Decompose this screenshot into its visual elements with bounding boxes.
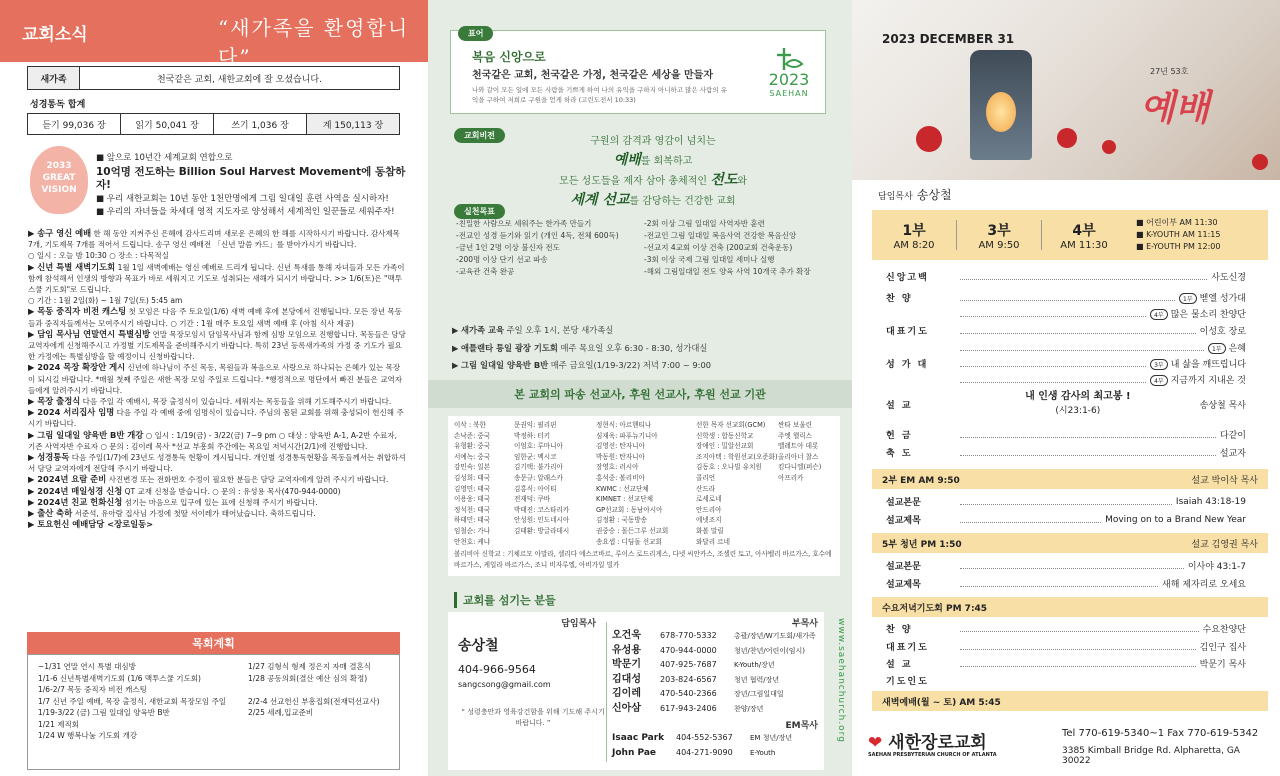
plan-item: ~1/31 연말 연시 특별 대심방 [38, 662, 136, 671]
plan-title: 목회계획 [27, 632, 400, 654]
mission-item: 홍석중: 볼리비아 [596, 473, 645, 482]
mission-item: 장애인 : 밀알선교회 [696, 442, 754, 451]
lead-head: 담임목사 [561, 619, 596, 629]
plan-item: 1/19-3/22 (금) 그림 일대일 양육반 B반 [38, 708, 170, 717]
staff-name: 박문기 [612, 659, 641, 670]
staff-row [612, 658, 824, 673]
news-item: ▶ 그림 일대일 양육반 B반 개강 ○ 일시 : 1/19(금) - 3/22(금) 7~9 pm ○ 대상 : 양육반 A-1, A-2반 수료자, 기존 사역자반 수료자 ○ 문의 : 김이레 목사 *선교 부흥회 주간에는 목요일 저녁시간(2/1)에 진행합니다. [28, 429, 398, 451]
new-family-row [27, 66, 400, 90]
lead-name: 송상철 [458, 638, 499, 654]
news-item: ▶ 2024 목장 확장안 게시 신년에 하나님이 주신 목동, 목원들과 복음으로 사랑으로 하나되는 은혜가 있는 목장이 되시길 바랍니다. *매월 첫째 주일은 새한 목장 모임 주일로 드립니다. *행정적으로 명단에서 빠진 분들은 교역자들에게 알려주시기 바랍니다. [28, 362, 403, 395]
mission-item: 조지아텍 : 학원선교(오준화) [696, 452, 778, 461]
goal-item: -200명 이상 단기 선교 파송 [456, 255, 548, 264]
staff-role: 총괄/장년/W기도회/새가족 [734, 632, 816, 640]
news-item: ○ 기간 : 1월 2일(화) ~ 1월 7일(토) 5:45 am [28, 296, 183, 306]
order-row [886, 291, 1246, 304]
em-title-row: 설교제목 Moving on to a Brand New Year [886, 514, 1246, 526]
cross-fish-icon [774, 46, 804, 72]
goal-item: -선교지 4교회 이상 건축 (200교회 건축운동) [644, 243, 793, 252]
youth-service-bar: 5부 청년 PM 1:50 설교 김영권 목사 [872, 533, 1268, 553]
bible-read: 읽기 50,041 장 [121, 114, 214, 134]
wed-label: 찬 양 [886, 625, 913, 635]
mission-item: KWMC : 선교단체 [596, 484, 649, 493]
mission-item [778, 515, 840, 526]
benediction-row: 축 도 설교자 [886, 449, 1246, 459]
staff-role: 청년 협력/장년 [734, 675, 780, 684]
order-text: 지금까지 지내온 것 [1170, 376, 1246, 386]
news-list [28, 228, 406, 530]
service-tag: 4부 [1150, 309, 1168, 320]
order-text: 이성호 장로 [1199, 327, 1246, 337]
church-url[interactable]: www.saehanchurch.org [836, 618, 846, 743]
mission-item: 주엣 핼릭스 [778, 431, 812, 440]
sermon-title: 내 인생 감사의 최고봉 ! [1025, 391, 1131, 402]
bible-reading-table [27, 113, 400, 135]
plan-right [248, 661, 398, 719]
leader-dots [960, 361, 1146, 367]
staff-phone: 404-271-9090 [676, 747, 733, 757]
vision-list [96, 152, 406, 220]
goal-item: -전교인 그림 일대일 복음사역 건강한 복음신앙 [644, 231, 797, 240]
staff-row [612, 644, 824, 659]
staff-phone: 617-943-2406 [660, 703, 717, 713]
church-phone: Tel 770-619-5340~1 Fax 770-619-5342 [1062, 728, 1259, 739]
church-logo: ❤ 새한장로교회 [868, 733, 987, 753]
pastor-line [878, 186, 952, 203]
bulletin-volume: 27년 53호 [1150, 67, 1189, 76]
y5-text-row: 설교본문 이사야 43:1-7 [886, 562, 1246, 572]
pastor-label: 담임목사 [878, 192, 913, 202]
y5-title-row: 설교제목 새해 제자리로 오세요 [886, 580, 1246, 590]
motto-sub: 천국같은 교회, 천국같은 가정, 천국같은 세상을 만들자 [472, 70, 714, 81]
staff-phone: 470-540-2366 [660, 689, 717, 698]
missions-footnote: 볼리비아 신학교 : 기체르모 아말라, 셀리다 에스코바르, 루이스 로드리게스, 다넷 씨안카스, 조셀린 토고, 아사벨리 바르가스, 호수에 바르가스, 케일라 바르가스, 조니 비자루엘, 아비가일 빌카 [454, 550, 832, 569]
news-item: ▶ 2024년 요람 준비 사진변경 또는 전화번호 수정이 필요한 분들은 담당 교역자에게 알려 주시기 바랍니다. [28, 474, 389, 485]
church-address: 3385 Kimball Bridge Rd. Alpharetta, GA 30022 [1062, 746, 1240, 766]
mission-item: 김태환: 방글라데시 [514, 526, 570, 535]
mission-item: 정석천: 태국 [454, 505, 491, 514]
service-tag: 4부 [1150, 375, 1168, 386]
goal-item: -금년 1인 2명 이상 불신자 전도 [456, 243, 560, 252]
staff-name: Isaac Park [612, 733, 665, 743]
order-value [1179, 291, 1246, 304]
staff-phone: 470-944-0000 [660, 645, 717, 655]
youth-times [1136, 217, 1220, 253]
mission-item: 강민숙: 일본 [454, 463, 491, 472]
mission-item: 전재덕: 쿠바 [514, 495, 551, 504]
assoc-list [612, 629, 824, 716]
order-label: 신앙고백 [886, 273, 929, 283]
saehan-2023-logo [754, 44, 824, 108]
missions-col-4 [696, 420, 784, 547]
order-row [886, 373, 1246, 386]
worship-column [852, 0, 1280, 776]
news-item: ▶ 토요헌신 예배담당 <장로일동> [28, 519, 154, 530]
mission-item: 박태진: 코스타리카 [514, 505, 570, 514]
vision-line-1: 구원의 감격과 영감이 넘치는 [590, 136, 716, 147]
order-value [1211, 270, 1246, 283]
staff-role: E-Youth [750, 748, 776, 757]
weekly-events [452, 322, 832, 375]
order-text: 은혜 [1228, 344, 1246, 354]
mission-item: 임철순: 가나 [454, 526, 491, 535]
plan-item: 1/24 W 행복나눔 기도회 개강 [38, 731, 137, 740]
new-family-text: 천국같은 교회, 새한교회에 잘 오셨습니다. [157, 74, 322, 85]
vision-year: 2033 [46, 161, 72, 171]
service-tag: 1부 [1179, 293, 1197, 304]
order-text: 많은 물소리 찬양단 [1170, 310, 1246, 320]
candle-glow [986, 92, 1016, 132]
staff-row [612, 746, 824, 761]
sermon-ref: (시23:1-6) [1055, 406, 1101, 416]
news-item: ○ 일시 : 오늘 밤 10:30 ○ 장소 : 다목적실 [28, 251, 169, 261]
staff-divider [606, 622, 607, 762]
order-row [886, 357, 1246, 370]
bible-listen: 듣기 99,036 장 [28, 114, 121, 134]
mission-item: 와달리 르네 [696, 537, 730, 546]
event-item: ▶ 새가족 교육 주일 오후 1시, 본당 새가족실 [452, 325, 614, 335]
lead-phone: 404-966-9564 [458, 663, 536, 676]
vision-line: ■ 우리 새한교회는 10년 동안 1천만명에게 그림 일대일 훈련 사역을 실시하자! [96, 193, 389, 204]
wed-label: 기도인도 [886, 677, 929, 687]
order-value [1150, 357, 1246, 370]
missions-col-1 [454, 420, 514, 547]
missions-box [448, 416, 840, 576]
wed-value: 박문기 목사 [1199, 660, 1246, 670]
worship-title: 예배 [1140, 87, 1210, 129]
vision-word-a: GREAT [42, 173, 76, 183]
vision-column [428, 0, 852, 776]
service-times [872, 210, 1268, 260]
vision-line-2: 예배를 회복하고 [613, 152, 693, 168]
mission-item: 유형환: 중국 [454, 442, 491, 451]
mission-item: KIMNET : 선교단체 [596, 495, 653, 504]
ornament-icon [916, 126, 942, 152]
plan-item: 2/2-4 선교헌신 부흥집회(전재덕선교사) [248, 696, 380, 706]
mission-item: 아프리카 [778, 473, 804, 482]
lead-pastor [458, 616, 608, 729]
church-english-name: SAEHAN PRESBYTERIAN CHURCH OF ATLANTA [868, 752, 997, 758]
hero-image [852, 0, 1280, 180]
plan-left [38, 661, 238, 742]
bulletin-date: 2023 DECEMBER 31 [882, 32, 1015, 46]
mission-item: 서예녹: 중국 [454, 452, 491, 461]
mission-item: 김동호 : 오나빌 유치원 [696, 463, 762, 472]
event-item: ▶ 애틀랜타 통일 광장 기도회 매주 목요일 오후 6:30 - 8:30, 성가대실 [452, 342, 708, 353]
goal-item: -친밀한 사람으로 세워주는 한가족 만들기 [456, 219, 592, 228]
mission-item [778, 484, 840, 495]
staff-row [612, 673, 824, 688]
motto-label: 표어 [458, 26, 493, 41]
mission-item: 로세로네 [696, 495, 722, 504]
mission-item: 이용웅: 태국 [454, 495, 491, 504]
staff-phone: 203-824-6567 [660, 674, 717, 684]
staff-role: K-Youth/장년 [734, 661, 775, 669]
news-item: ▶ 송구 영신 예배 한 해 동안 지켜주신 은혜에 감사드리며 새로운 은혜의 한 해를 시작하시기 바랍니다. 감사제목 7개, 기도제목 7개를 적어서 드립니다. 송구 영신 예배전 「신년 말씀 카드」를 받아가시기 바랍니다. [28, 228, 400, 250]
ornament-icon [1252, 154, 1268, 170]
mission-item: 박정하: 터키 [514, 431, 551, 440]
lead-email: sangcsong@gmail.com [458, 680, 551, 689]
staff-role: 청년/찬년/어린이(임시) [734, 646, 806, 655]
news-item: ▶ 출산 축하 서준석, 유아람 집사님 가정에 첫딸 서이레가 태어났습니다. 축하드립니다. [28, 508, 316, 519]
mission-item: 하태민: 태국 [454, 516, 491, 525]
mission-item: 송문규: 알래스카 [514, 473, 563, 482]
service-tag: 3부 [1150, 359, 1168, 370]
motto-verse: 나와 같이 모든 일에 모든 사람을 기쁘게 하여 나의 유익을 구하지 아니하고 많은 사람의 유익을 구하여 저희로 구원을 얻게 하라 (고린도전서 10:33) [472, 86, 727, 104]
staff-name: 유성용 [612, 644, 641, 656]
goal-item: -2회 이상 그림 일대일 사역자반 훈련 [644, 219, 765, 228]
news-item: ▶ 목동 중직자 비전 캐스팅 첫 모임은 다음 주 토요일(1/6) 새벽 예배 후에 본당에서 진행됩니다. 모든 장년 목동들과 중직자들께서는 모여주시기 바랍니다. ○ 기간 : 1월 매주 토요일 새벽 예배 후 (아침 식사 제공) [28, 306, 402, 328]
service-3: 3부 AM 9:50 [978, 222, 1020, 251]
order-row [886, 341, 1246, 354]
mission-item: 정현식: 아르헨티나 [596, 421, 652, 429]
staff-name: 오건욱 [612, 630, 641, 641]
mission-item: 임한균: 멕시코 [514, 452, 557, 461]
staff-row [612, 731, 824, 746]
heart-icon: ❤ [868, 733, 883, 753]
news-item: ▶ 2024 서리집사 임명 다음 주일 각 예배 중에 임명식이 있습니다. 주님의 몸된 교회를 위해 충성되이 헌신해 주시기 바랍니다. [28, 407, 404, 429]
mission-item: 올리아너 찰스 [778, 452, 819, 461]
order-row [886, 324, 1246, 337]
order-row [886, 307, 1246, 320]
church-vision [488, 132, 818, 211]
mission-item: 김영선: 탄자니아 [596, 442, 645, 451]
mission-item: 김성희: 태국 [454, 473, 491, 482]
vision-line: ■ 앞으로 10년간 세계교회 연합으로 [96, 153, 233, 163]
mission-item: 김홍식: 아이티 [514, 484, 557, 493]
mission-item: 신학생 : 합동신학교 [696, 431, 754, 440]
plan-item: 1/27 김형식 형제 정은지 자매 결혼식 [248, 662, 371, 671]
vision-line-4: 세계 선교를 감당하는 건강한 교회 [570, 192, 736, 208]
news-title: 교회소식 [22, 25, 88, 45]
leader-dots [960, 377, 1146, 383]
leader-dots [960, 345, 1204, 351]
mission-item [778, 537, 840, 548]
mission-item: 이엄호: 루마니아 [514, 442, 563, 451]
service-4: 4부 AM 11:30 [1060, 222, 1108, 251]
leader-dots [960, 274, 1207, 280]
order-label: 찬 양 [886, 294, 913, 304]
wed-value: 수요찬양단 [1202, 625, 1246, 635]
motto-head: 복음 신앙으로 [472, 50, 546, 64]
wed-row [886, 674, 1246, 687]
mission-item: 권중승 : 몰든그루 선교회 [596, 526, 669, 535]
sermon-preacher: 송상철 목사 [1199, 400, 1246, 411]
mission-item: 이삭 : 북한 [454, 421, 486, 429]
mission-item: 장영호: 러시아 [596, 463, 639, 472]
welcome-slogan: “새가족을 환영합니다” [218, 16, 410, 69]
mission-item [514, 537, 596, 548]
mission-item: 싼타 보울린 [778, 421, 812, 429]
staff-name: 김이레 [612, 688, 641, 699]
goal-item: -전교인 성경 듣기와 읽기 (개인 4독, 전체 600독) [456, 231, 619, 240]
news-column [0, 0, 428, 776]
wed-row [886, 657, 1246, 670]
em-service-bar: 2부 EM AM 9:50 설교 박이삭 목사 [872, 469, 1268, 489]
staff-name: 신아삼 [612, 702, 641, 714]
order-value [1200, 324, 1246, 337]
plan-item [248, 684, 398, 696]
leader-dots [960, 644, 1196, 650]
staff-phone: 407-925-7687 [660, 660, 717, 669]
service-1: 1부 AM 8:20 [893, 222, 935, 251]
staff-row [612, 687, 824, 702]
goal-item: -3회 이상 국제 그림 일대일 세미나 실행 [644, 255, 775, 264]
wed-label: 대표기도 [886, 643, 929, 653]
mission-item: 안드리아 [696, 505, 722, 514]
offering-row: 헌 금 다같이 [886, 431, 1246, 441]
news-header [0, 0, 428, 69]
bible-write: 쓰기 1,036 장 [214, 114, 307, 134]
plan-item: 1/21 제직회 [38, 719, 79, 729]
wed-row [886, 640, 1246, 653]
logo-year: 2023 [768, 70, 810, 89]
em-list [612, 731, 824, 760]
news-item: ▶ 신년 특별 새벽기도회 1월 1일 새벽예배는 영신 예배로 드리게 됩니다. 신년 특새를 통해 자녀들과 모든 가족이 함께 참석해서 인생의 방향과 목표가 바로 세워지고 기도로 성취되는 새해가 되시기 바랍니다. >> 1/6(토)은 "맥투 스쿨 기도회"로 드립니다. [28, 261, 405, 295]
pastor-name: 송상철 [916, 188, 952, 202]
lead-quote: “ 성령충만과 영육강건함을 위해 기도해 주시기 바랍니다. ” [461, 708, 605, 727]
staff-role: 찬양/장년 [734, 704, 764, 713]
mission-item: 안천호: 케냐 [454, 537, 491, 546]
plan-item: 2/25 세례,입교준비 [248, 708, 314, 717]
wed-row [886, 622, 1246, 635]
bible-total: 계 150,113 장 [307, 114, 399, 134]
mission-item: 박동원: 탄자니아 [596, 452, 645, 461]
staff-phone: 404-552-5367 [676, 733, 733, 742]
mission-item: 에넷조지 [696, 516, 722, 525]
plan-item: 1/1-6 신년특별새벽기도회 (1/6 맥투스쿨 기도회) [38, 673, 201, 683]
order-value [1208, 341, 1246, 354]
mission-item: 산드라 [696, 484, 716, 493]
mission-item: 멜레트아 데롯 [778, 442, 819, 451]
news-item: ▶ 성경통독 다음 주일(1/7)에 23년도 성경통독 현황이 게시됩니다. 개인별 성경통독현황을 목동들께서는 취합하셔서 담당 교역자에게 전달해 주시기 바랍니다. [28, 452, 406, 474]
news-item: ▶ 담임 목사님 연말연시 특별심방 연말 목장모임시 담임목사님과 함께 심방 모임으로 진행합니다. 목동들은 담당교역자에게 신청해주시고 가정별 기도제목을 준비해주시기 바랍니다. 특히 23년 등록새가족의 가정 중 기도가 필요한 가정에는 특별심방을 할 예정이니 신청바랍니다. [28, 328, 406, 362]
bible-reading-title: 성경통독 합계 [30, 100, 86, 110]
missions-col-5 [778, 420, 840, 547]
mission-item [778, 526, 840, 537]
goal-item: -해외 그림일대일 전도 양육 사역 10개국 추가 확장 [644, 267, 811, 276]
news-item: ▶ 2024년 친교 헌화신청 섬기는 마음으로 입구에 있는 표에 신청해 주시기 바랍니다. [28, 496, 318, 507]
youth-time: ■ K-YOUTH AM 11:15 [1136, 230, 1221, 239]
mission-item: 콜리언 [696, 473, 716, 482]
mission-item: 안성원: 인도네시아 [514, 516, 570, 525]
order-value [1150, 373, 1246, 386]
mission-item: 손낙준: 중국 [454, 431, 491, 440]
plan-item: 1/7 신년 주일 예배, 목장 출정식, 새한교회 목장모임 주일 [38, 696, 227, 706]
ornament-icon [1057, 128, 1077, 148]
staff-row [612, 629, 824, 644]
mission-item: 김정환 : 국동방송 [596, 516, 648, 525]
order-value [1150, 307, 1246, 320]
mission-item: 김영민: 태국 [454, 484, 491, 493]
sermon-row: 설 교 내 인생 감사의 최고봉 ! (시23:1-6) 송상철 목사 [886, 391, 1246, 416]
church-vision-label: 교회비전 [454, 128, 505, 143]
mission-item: GP선교회 : 동남아시아 [596, 505, 663, 514]
vision-line: ■ 우리의 자녀들을 차세대 영적 지도자로 양성해서 세계적인 일꾼들로 세워주자! [96, 207, 395, 217]
dawn-service-bar: 새벽예배(월 ~ 토) AM 5:45 [872, 691, 1268, 711]
missions-title: 본 교회의 파송 선교사, 후원 선교사, 후원 선교 기관 [428, 380, 852, 408]
news-item: ▶ 목장 출정식 다음 주일 각 예배시, 목장 출정식이 있습니다. 세워지는 목동들을 위해 기도해주시기 바랍니다. [28, 396, 392, 407]
new-family-label: 새가족 [28, 67, 80, 89]
great-vision-badge [30, 146, 88, 214]
assoc-head: 부목사 [791, 619, 818, 629]
order-text: 사도신경 [1211, 273, 1246, 283]
staff-name: John Pae [612, 747, 657, 758]
youth-time: ■ E-YOUTH PM 12:00 [1136, 242, 1221, 251]
order-text: 내 삶을 깨뜨립니다 [1170, 360, 1246, 370]
staff-box [448, 612, 824, 770]
event-item: ▶ 그림 일대일 양육반 B반 매주 금요일(1/19-3/22) 저녁 7:00 ~ 9:00 [452, 360, 712, 370]
order-label: 성 가 대 [886, 360, 929, 370]
goals-left [456, 218, 652, 278]
plan-item: 1/6-2/7 목동 중직자 비전 캐스팅 [38, 685, 147, 694]
wed-value: 김인구 집사 [1199, 643, 1246, 653]
staff-row [612, 702, 824, 717]
wed-label: 설 교 [886, 660, 913, 670]
church-footer [868, 722, 1268, 772]
mission-item: 킴다니엘(퍼슨) [778, 463, 822, 472]
staff-role: EM 청년/장년 [750, 734, 793, 742]
em-head: EM목사 [785, 721, 818, 731]
wednesday-bar: 수요저녁기도회 PM 7:45 [872, 597, 1268, 617]
mission-item [778, 494, 840, 505]
mission-item: 문권익: 필리핀 [514, 421, 557, 429]
leader-dots [960, 661, 1196, 667]
leader-dots [960, 311, 1146, 317]
mission-item: 심재욱: 파푸뉴기니아 [596, 431, 658, 440]
staff-name: 김대성 [612, 673, 641, 685]
youth-time: ■ 어린이부 AM 11:30 [1136, 218, 1218, 227]
leader-dots [960, 328, 1196, 334]
associate-pastors [612, 612, 824, 760]
logo-name: SAEHAN [769, 89, 809, 98]
plan-item: 1/28 공동의회(결산 예산 심의 확정) [248, 673, 368, 683]
vision-word-b: VISION [41, 185, 77, 195]
plan-box [27, 654, 400, 770]
goals-right [644, 218, 844, 278]
news-item: ▶ 2024년 매일성경 신청 QT 교재 신청을 받습니다. ○ 문의 : 유성용 목사(470-944-0000) [28, 485, 341, 496]
mission-item: 김기택: 불가리아 [514, 463, 563, 472]
mission-item: 화볼 말릴 [696, 526, 724, 535]
goal-item: -교육관 건축 완공 [456, 267, 515, 276]
staff-role: 장년/그림일대일 [734, 690, 784, 698]
leader-dots [960, 626, 1199, 632]
vision-line: 10억명 전도하는 Billion Soul Harvest Movement에 동참하자! [96, 165, 406, 191]
missions-col-2 [514, 420, 596, 547]
em-text-row: 설교본문 Isaiah 43:18-19 [886, 496, 1246, 508]
order-row [886, 270, 1246, 283]
mission-item [778, 505, 840, 516]
vision-line-3: 모든 성도들을 제자 삼아 총체적인 전도와 [559, 172, 747, 188]
serve-title: 교회를 섬기는 분들 [454, 592, 556, 608]
service-tag: 1부 [1208, 343, 1226, 354]
order-label: 대표기도 [886, 327, 929, 337]
goals-label: 실천목표 [454, 204, 505, 219]
missions-col-3 [596, 420, 696, 547]
staff-phone: 678-770-5332 [660, 631, 717, 640]
mission-item: 선한 목자 선교회(GCM) [696, 421, 766, 429]
leader-dots [960, 295, 1175, 301]
order-text: 벧엘 성가대 [1199, 294, 1246, 304]
mission-item: 송요셉 : 디딤돌 선교회 [596, 537, 662, 546]
ornament-icon [1102, 140, 1116, 154]
